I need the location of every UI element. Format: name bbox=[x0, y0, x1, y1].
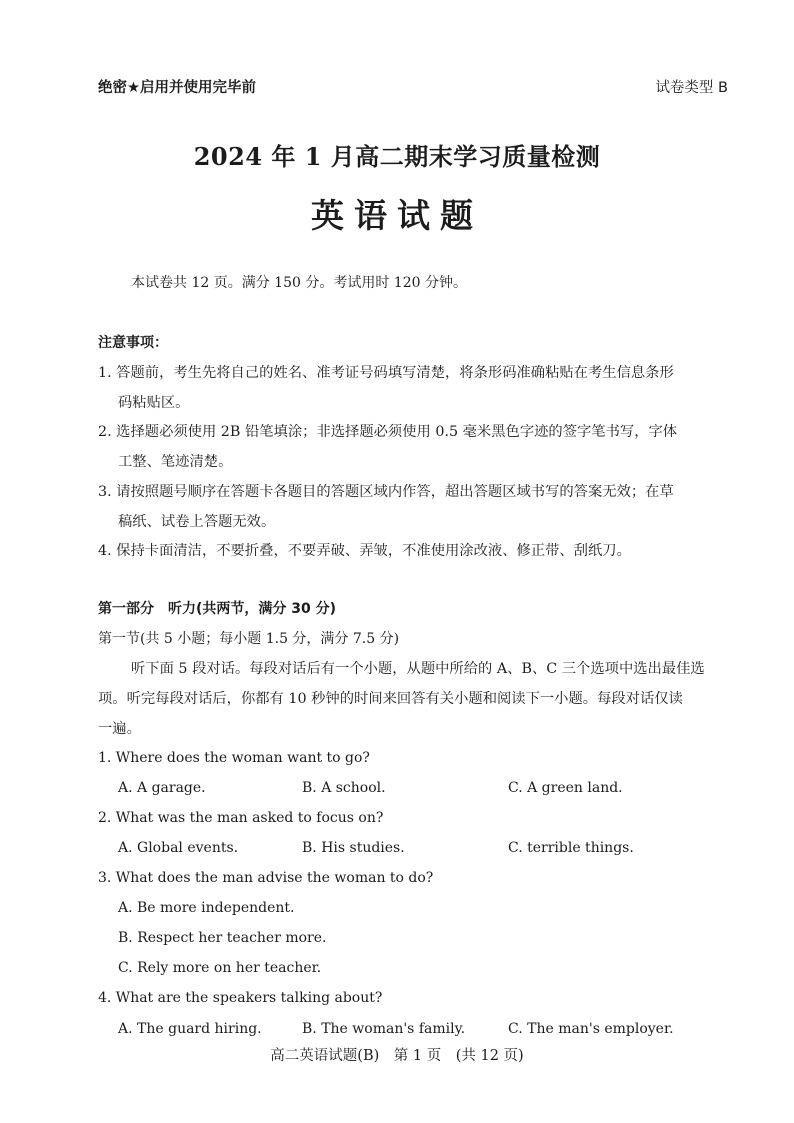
question-1-option-a: A. A garage. bbox=[118, 780, 206, 796]
question-4-option-b: B. The woman's family. bbox=[302, 1021, 466, 1037]
note-item-3-cont: 稿纸、试卷上答题无效。 bbox=[118, 514, 276, 530]
subject-title: 英语试题 bbox=[311, 196, 483, 235]
confidential-label: 绝密★启用并使用完毕前 bbox=[98, 80, 256, 96]
page-footer: 高二英语试题(B) 第 1 页 (共 12 页) bbox=[270, 1048, 524, 1064]
exam-intro: 本试卷共 12 页。满分 150 分。考试用时 120 分钟。 bbox=[131, 275, 467, 291]
part1-heading: 第一部分 听力(共两节，满分 30 分) bbox=[98, 601, 337, 617]
question-3-option-b: B. Respect her teacher more. bbox=[118, 930, 327, 946]
section1-heading: 第一节(共 5 小题；每小题 1.5 分，满分 7.5 分) bbox=[98, 631, 400, 647]
question-3: 3. What does the man advise the woman to do? bbox=[98, 870, 434, 886]
question-3-option-a: A. Be more independent. bbox=[118, 900, 295, 916]
note-item-2-cont: 工整、笔迹清楚。 bbox=[118, 454, 233, 470]
question-3-option-c: C. Rely more on her teacher. bbox=[118, 960, 322, 976]
note-item-1-cont: 码粘贴区。 bbox=[118, 395, 190, 411]
note-item-4: 4. 保持卡面清洁，不要折叠，不要弄破、弄皱，不准使用涂改液、修正带、刮纸刀。 bbox=[98, 543, 631, 559]
question-4: 4. What are the speakers talking about? bbox=[98, 990, 383, 1006]
question-1-option-c: C. A green land. bbox=[508, 780, 623, 796]
question-4-option-c: C. The man's employer. bbox=[508, 1021, 674, 1037]
question-2-option-c: C. terrible things. bbox=[508, 840, 634, 856]
instructions-line-1: 听下面 5 段对话。每段对话后有一个小题，从题中所给的 A、B、C 三个选项中选出最佳选 bbox=[131, 661, 705, 677]
question-2: 2. What was the man asked to focus on? bbox=[98, 810, 384, 826]
question-4-option-a: A. The guard hiring. bbox=[118, 1021, 262, 1037]
notes-heading: 注意事项： bbox=[98, 335, 168, 351]
instructions-line-2: 项。听完每段对话后，你都有 10 秒钟的时间来回答有关小题和阅读下一小题。每段对话仅读 bbox=[98, 691, 683, 707]
question-1-option-b: B. A school. bbox=[302, 780, 386, 796]
note-item-2: 2. 选择题必须使用 2B 铅笔填涂；非选择题必须使用 0.5 毫米黑色字迹的签字笔书写，字体 bbox=[98, 424, 678, 440]
paper-type-label: 试卷类型 B bbox=[655, 80, 728, 96]
question-1: 1. Where does the woman want to go? bbox=[98, 750, 370, 766]
question-2-option-b: B. His studies. bbox=[302, 840, 405, 856]
note-item-3: 3. 请按照题号顺序在答题卡各题目的答题区域内作答，超出答题区域书写的答案无效；在草 bbox=[98, 484, 674, 500]
exam-title: 2024 年 1 月高二期末学习质量检测 bbox=[193, 142, 601, 171]
question-2-option-a: A. Global events. bbox=[118, 840, 239, 856]
note-item-1: 1. 答题前，考生先将自己的姓名、准考证号码填写清楚，将条形码准确粘贴在考生信息条形 bbox=[98, 365, 674, 381]
instructions-line-3: 一遍。 bbox=[98, 721, 141, 737]
